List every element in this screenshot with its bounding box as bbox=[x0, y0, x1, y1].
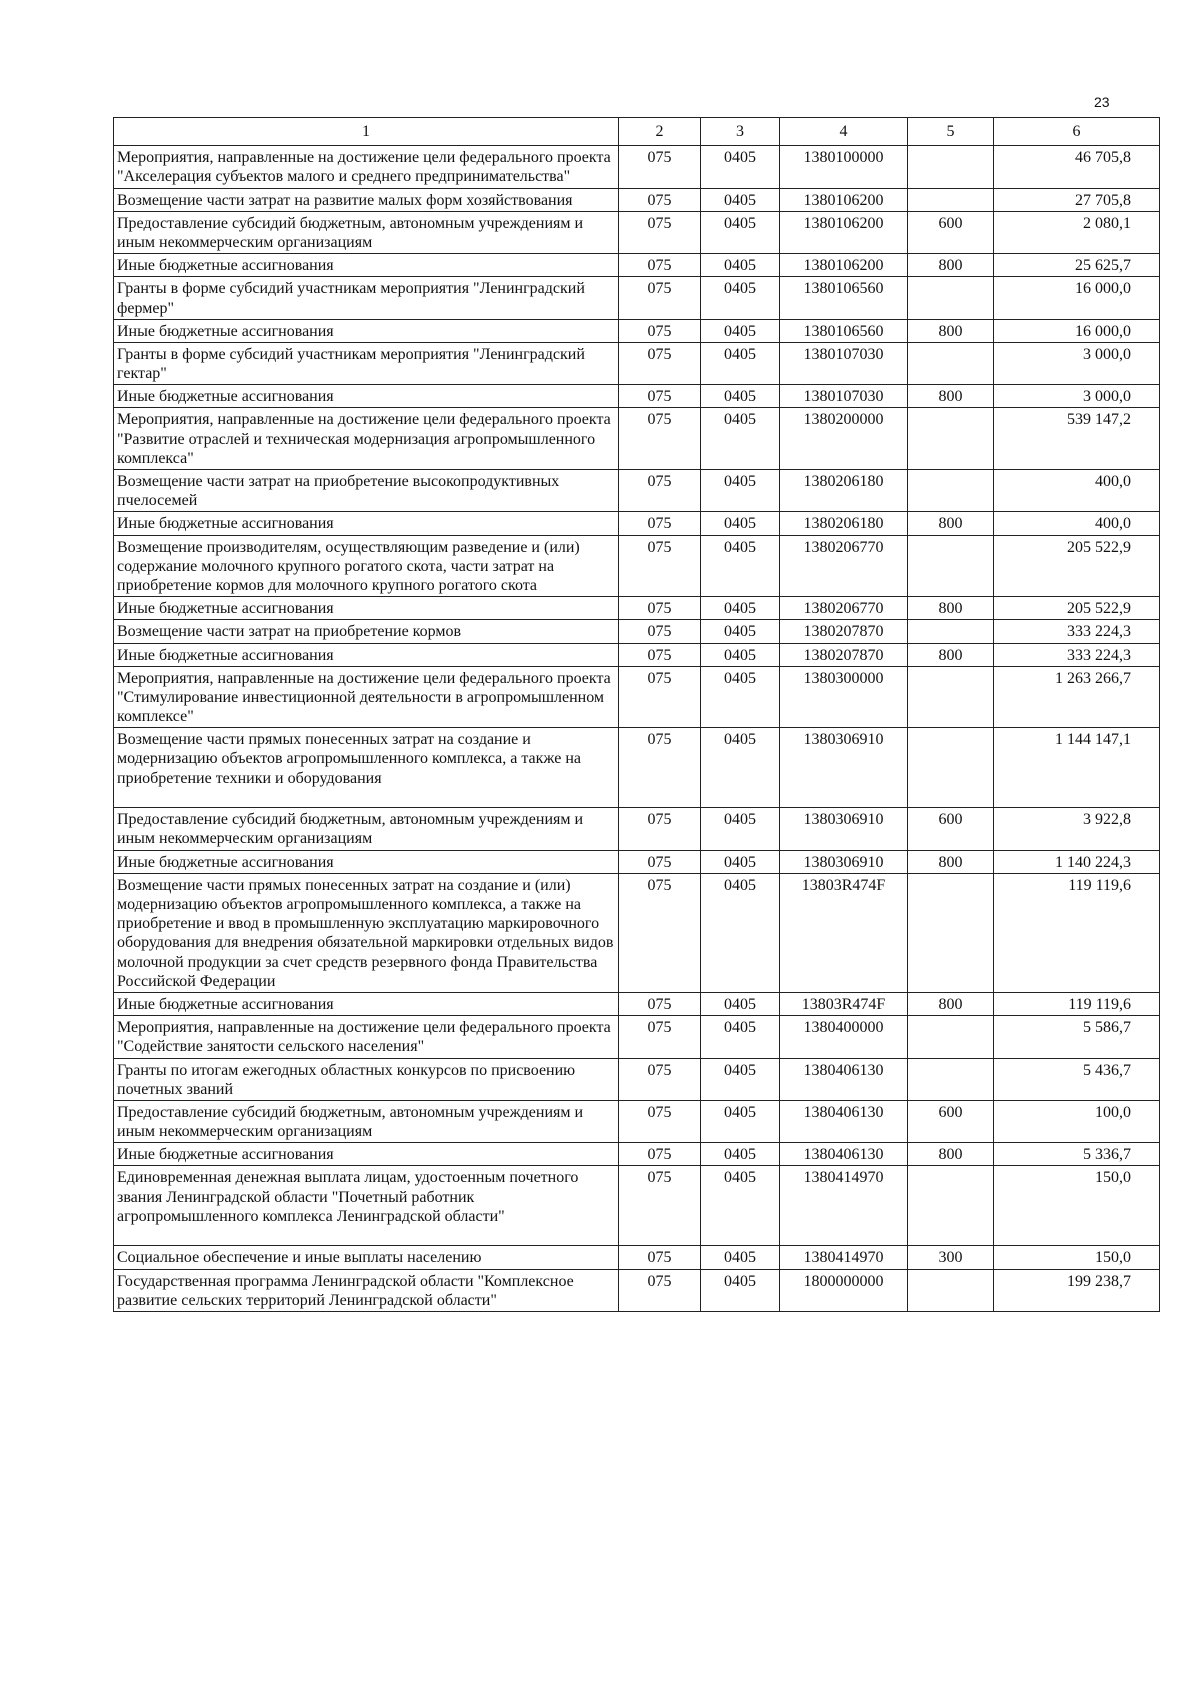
cell-expense-type bbox=[908, 1058, 994, 1100]
cell-target-code: 1380106560 bbox=[780, 277, 908, 319]
cell-expense-type bbox=[908, 408, 994, 470]
cell-section-code: 0405 bbox=[701, 992, 780, 1015]
cell-amount: 5 586,7 bbox=[994, 1016, 1160, 1058]
cell-amount: 119 119,6 bbox=[994, 992, 1160, 1015]
cell-amount: 199 238,7 bbox=[994, 1269, 1160, 1311]
cell-admin-code: 075 bbox=[619, 1246, 701, 1269]
cell-section-code: 0405 bbox=[701, 1246, 780, 1269]
cell-target-code: 1380206770 bbox=[780, 597, 908, 620]
cell-target-code: 1380406130 bbox=[780, 1143, 908, 1166]
cell-target-code: 1380106200 bbox=[780, 211, 908, 253]
page-number: 23 bbox=[1094, 94, 1110, 110]
cell-description: Иные бюджетные ассигнования bbox=[114, 643, 619, 666]
cell-target-code: 1380107030 bbox=[780, 342, 908, 384]
table-row bbox=[114, 408, 1160, 470]
cell-target-code: 1380414970 bbox=[780, 1246, 908, 1269]
cell-expense-type: 800 bbox=[908, 1143, 994, 1166]
cell-section-code: 0405 bbox=[701, 1269, 780, 1311]
table-row bbox=[114, 146, 1160, 188]
cell-section-code: 0405 bbox=[701, 211, 780, 253]
cell-target-code: 1380400000 bbox=[780, 1016, 908, 1058]
cell-amount: 333 224,3 bbox=[994, 620, 1160, 643]
cell-amount: 5 436,7 bbox=[994, 1058, 1160, 1100]
cell-description: Возмещение части затрат на приобретение кормов bbox=[114, 620, 619, 643]
table-row bbox=[114, 535, 1160, 597]
cell-expense-type: 600 bbox=[908, 808, 994, 850]
cell-expense-type bbox=[908, 728, 994, 808]
cell-description: Государственная программа Ленинградской области "Комплексное развитие сельских территорий Ленинградской области" bbox=[114, 1269, 619, 1311]
cell-amount: 1 144 147,1 bbox=[994, 728, 1160, 808]
cell-section-code: 0405 bbox=[701, 535, 780, 597]
cell-expense-type bbox=[908, 535, 994, 597]
cell-admin-code: 075 bbox=[619, 728, 701, 808]
header-col-1: 1 bbox=[114, 118, 619, 146]
table-header-row bbox=[114, 118, 1160, 146]
cell-amount: 539 147,2 bbox=[994, 408, 1160, 470]
cell-section-code: 0405 bbox=[701, 808, 780, 850]
cell-expense-type: 800 bbox=[908, 597, 994, 620]
cell-target-code: 1380306910 bbox=[780, 728, 908, 808]
table-row bbox=[114, 643, 1160, 666]
cell-amount: 25 625,7 bbox=[994, 254, 1160, 277]
cell-section-code: 0405 bbox=[701, 342, 780, 384]
cell-admin-code: 075 bbox=[619, 873, 701, 992]
cell-expense-type bbox=[908, 1166, 994, 1246]
cell-amount: 400,0 bbox=[994, 512, 1160, 535]
cell-admin-code: 075 bbox=[619, 597, 701, 620]
cell-description: Возмещение части затрат на развитие малых форм хозяйствования bbox=[114, 188, 619, 211]
header-col-4: 4 bbox=[780, 118, 908, 146]
cell-target-code: 1380200000 bbox=[780, 408, 908, 470]
cell-admin-code: 075 bbox=[619, 188, 701, 211]
cell-expense-type bbox=[908, 277, 994, 319]
cell-section-code: 0405 bbox=[701, 512, 780, 535]
cell-target-code: 1380406130 bbox=[780, 1100, 908, 1142]
cell-admin-code: 075 bbox=[619, 512, 701, 535]
cell-amount: 333 224,3 bbox=[994, 643, 1160, 666]
cell-target-code: 1380206180 bbox=[780, 512, 908, 535]
cell-admin-code: 075 bbox=[619, 470, 701, 512]
cell-description: Иные бюджетные ассигнования bbox=[114, 512, 619, 535]
cell-section-code: 0405 bbox=[701, 319, 780, 342]
cell-section-code: 0405 bbox=[701, 1166, 780, 1246]
cell-expense-type: 800 bbox=[908, 992, 994, 1015]
cell-amount: 1 140 224,3 bbox=[994, 850, 1160, 873]
cell-section-code: 0405 bbox=[701, 146, 780, 188]
cell-expense-type: 800 bbox=[908, 850, 994, 873]
cell-description: Гранты по итогам ежегодных областных конкурсов по присвоению почетных званий bbox=[114, 1058, 619, 1100]
cell-admin-code: 075 bbox=[619, 385, 701, 408]
cell-section-code: 0405 bbox=[701, 1100, 780, 1142]
cell-admin-code: 075 bbox=[619, 1166, 701, 1246]
cell-description: Мероприятия, направленные на достижение цели федерального проекта "Содействие занятости сельского населения" bbox=[114, 1016, 619, 1058]
cell-admin-code: 075 bbox=[619, 211, 701, 253]
cell-amount: 16 000,0 bbox=[994, 277, 1160, 319]
table-row bbox=[114, 254, 1160, 277]
cell-target-code: 1380306910 bbox=[780, 850, 908, 873]
cell-expense-type bbox=[908, 188, 994, 211]
cell-admin-code: 075 bbox=[619, 1100, 701, 1142]
cell-description: Иные бюджетные ассигнования bbox=[114, 992, 619, 1015]
cell-amount: 1 263 266,7 bbox=[994, 666, 1160, 728]
cell-description: Гранты в форме субсидий участникам мероприятия "Ленинградский фермер" bbox=[114, 277, 619, 319]
cell-description: Возмещение части прямых понесенных затрат на создание и (или) модернизацию объектов агропромышленного комплекса, а также на приобретение и ввод в промышленную эксплуатацию маркировочного оборудования для внедрения обязательной маркировки отдельных видов молочной продукции за счет средств резервного фонда Правительства Российской Федерации bbox=[114, 873, 619, 992]
cell-admin-code: 075 bbox=[619, 1143, 701, 1166]
cell-amount: 3 922,8 bbox=[994, 808, 1160, 850]
cell-expense-type bbox=[908, 666, 994, 728]
cell-section-code: 0405 bbox=[701, 1058, 780, 1100]
cell-description: Иные бюджетные ассигнования bbox=[114, 597, 619, 620]
table-row bbox=[114, 342, 1160, 384]
cell-admin-code: 075 bbox=[619, 620, 701, 643]
table-row bbox=[114, 808, 1160, 850]
cell-expense-type bbox=[908, 1016, 994, 1058]
header-col-5: 5 bbox=[908, 118, 994, 146]
cell-description: Предоставление субсидий бюджетным, автономным учреждениям и иным некоммерческим организациям bbox=[114, 211, 619, 253]
cell-expense-type: 800 bbox=[908, 254, 994, 277]
table-row bbox=[114, 992, 1160, 1015]
cell-description: Возмещение производителям, осуществляющим разведение и (или) содержание молочного крупного рогатого скота, части затрат на приобретение кормов для молочного крупного рогатого скота bbox=[114, 535, 619, 597]
cell-admin-code: 075 bbox=[619, 319, 701, 342]
cell-description: Предоставление субсидий бюджетным, автономным учреждениям и иным некоммерческим организациям bbox=[114, 1100, 619, 1142]
cell-amount: 3 000,0 bbox=[994, 385, 1160, 408]
cell-target-code: 1380100000 bbox=[780, 146, 908, 188]
cell-expense-type: 600 bbox=[908, 1100, 994, 1142]
cell-amount: 16 000,0 bbox=[994, 319, 1160, 342]
cell-admin-code: 075 bbox=[619, 408, 701, 470]
cell-section-code: 0405 bbox=[701, 850, 780, 873]
cell-admin-code: 075 bbox=[619, 1016, 701, 1058]
table-row bbox=[114, 1100, 1160, 1142]
cell-target-code: 1380300000 bbox=[780, 666, 908, 728]
cell-expense-type: 800 bbox=[908, 643, 994, 666]
cell-description: Гранты в форме субсидий участникам мероприятия "Ленинградский гектар" bbox=[114, 342, 619, 384]
cell-amount: 46 705,8 bbox=[994, 146, 1160, 188]
cell-description: Мероприятия, направленные на достижение цели федерального проекта "Стимулирование инвестиционной деятельности в агропромышленном комплексе" bbox=[114, 666, 619, 728]
cell-description: Социальное обеспечение и иные выплаты населению bbox=[114, 1246, 619, 1269]
cell-section-code: 0405 bbox=[701, 188, 780, 211]
cell-description: Мероприятия, направленные на достижение цели федерального проекта "Развитие отраслей и техническая модернизация агропромышленного комплекса" bbox=[114, 408, 619, 470]
header-col-6: 6 bbox=[994, 118, 1160, 146]
cell-target-code: 1380107030 bbox=[780, 385, 908, 408]
cell-description: Иные бюджетные ассигнования bbox=[114, 850, 619, 873]
cell-amount: 3 000,0 bbox=[994, 342, 1160, 384]
cell-expense-type bbox=[908, 470, 994, 512]
table-row bbox=[114, 319, 1160, 342]
cell-amount: 150,0 bbox=[994, 1166, 1160, 1246]
table-row bbox=[114, 1246, 1160, 1269]
table-row bbox=[114, 620, 1160, 643]
cell-admin-code: 075 bbox=[619, 643, 701, 666]
cell-admin-code: 075 bbox=[619, 808, 701, 850]
cell-admin-code: 075 bbox=[619, 146, 701, 188]
cell-description: Предоставление субсидий бюджетным, автономным учреждениям и иным некоммерческим организациям bbox=[114, 808, 619, 850]
cell-expense-type: 600 bbox=[908, 211, 994, 253]
cell-admin-code: 075 bbox=[619, 666, 701, 728]
cell-target-code: 1380306910 bbox=[780, 808, 908, 850]
cell-target-code: 1380206770 bbox=[780, 535, 908, 597]
cell-section-code: 0405 bbox=[701, 620, 780, 643]
cell-admin-code: 075 bbox=[619, 254, 701, 277]
cell-admin-code: 075 bbox=[619, 1269, 701, 1311]
cell-description: Иные бюджетные ассигнования bbox=[114, 385, 619, 408]
cell-expense-type bbox=[908, 146, 994, 188]
cell-section-code: 0405 bbox=[701, 254, 780, 277]
cell-expense-type: 800 bbox=[908, 319, 994, 342]
table-row bbox=[114, 1269, 1160, 1311]
cell-target-code: 1380406130 bbox=[780, 1058, 908, 1100]
cell-section-code: 0405 bbox=[701, 597, 780, 620]
table-row bbox=[114, 512, 1160, 535]
table-row bbox=[114, 470, 1160, 512]
cell-target-code: 13803R474F bbox=[780, 992, 908, 1015]
table-row bbox=[114, 277, 1160, 319]
table-row bbox=[114, 1058, 1160, 1100]
cell-target-code: 1380207870 bbox=[780, 643, 908, 666]
cell-target-code: 1380207870 bbox=[780, 620, 908, 643]
cell-amount: 205 522,9 bbox=[994, 597, 1160, 620]
cell-section-code: 0405 bbox=[701, 470, 780, 512]
cell-admin-code: 075 bbox=[619, 342, 701, 384]
cell-amount: 27 705,8 bbox=[994, 188, 1160, 211]
cell-description: Возмещение части прямых понесенных затрат на создание и модернизацию объектов агропромышленного комплекса, а также на приобретение техники и оборудования bbox=[114, 728, 619, 808]
cell-admin-code: 075 bbox=[619, 1058, 701, 1100]
cell-amount: 400,0 bbox=[994, 470, 1160, 512]
cell-expense-type: 800 bbox=[908, 512, 994, 535]
table-row bbox=[114, 873, 1160, 992]
header-col-2: 2 bbox=[619, 118, 701, 146]
cell-section-code: 0405 bbox=[701, 1143, 780, 1166]
cell-section-code: 0405 bbox=[701, 1016, 780, 1058]
cell-target-code: 1380106200 bbox=[780, 188, 908, 211]
header-col-3: 3 bbox=[701, 118, 780, 146]
cell-target-code: 1380106560 bbox=[780, 319, 908, 342]
cell-expense-type: 800 bbox=[908, 385, 994, 408]
table-row bbox=[114, 728, 1160, 808]
cell-description: Мероприятия, направленные на достижение цели федерального проекта "Акселерация субъектов малого и среднего предпринимательства" bbox=[114, 146, 619, 188]
cell-amount: 100,0 bbox=[994, 1100, 1160, 1142]
cell-description: Иные бюджетные ассигнования bbox=[114, 1143, 619, 1166]
table-row bbox=[114, 385, 1160, 408]
cell-section-code: 0405 bbox=[701, 643, 780, 666]
cell-amount: 119 119,6 bbox=[994, 873, 1160, 992]
table-row bbox=[114, 1143, 1160, 1166]
table-row bbox=[114, 850, 1160, 873]
cell-amount: 205 522,9 bbox=[994, 535, 1160, 597]
table-row bbox=[114, 1166, 1160, 1246]
cell-expense-type bbox=[908, 1269, 994, 1311]
cell-section-code: 0405 bbox=[701, 385, 780, 408]
cell-expense-type bbox=[908, 342, 994, 384]
cell-target-code: 13803R474F bbox=[780, 873, 908, 992]
table-row bbox=[114, 1016, 1160, 1058]
cell-target-code: 1380106200 bbox=[780, 254, 908, 277]
cell-expense-type bbox=[908, 873, 994, 992]
cell-description: Иные бюджетные ассигнования bbox=[114, 319, 619, 342]
cell-section-code: 0405 bbox=[701, 666, 780, 728]
cell-target-code: 1380414970 bbox=[780, 1166, 908, 1246]
table-row bbox=[114, 597, 1160, 620]
cell-section-code: 0405 bbox=[701, 408, 780, 470]
cell-target-code: 1380206180 bbox=[780, 470, 908, 512]
cell-expense-type bbox=[908, 620, 994, 643]
cell-description: Возмещение части затрат на приобретение высокопродуктивных пчелосемей bbox=[114, 470, 619, 512]
cell-expense-type: 300 bbox=[908, 1246, 994, 1269]
cell-target-code: 1800000000 bbox=[780, 1269, 908, 1311]
cell-section-code: 0405 bbox=[701, 873, 780, 992]
cell-section-code: 0405 bbox=[701, 277, 780, 319]
cell-admin-code: 075 bbox=[619, 850, 701, 873]
cell-description: Иные бюджетные ассигнования bbox=[114, 254, 619, 277]
cell-admin-code: 075 bbox=[619, 992, 701, 1015]
cell-admin-code: 075 bbox=[619, 277, 701, 319]
table-row bbox=[114, 211, 1160, 253]
cell-amount: 150,0 bbox=[994, 1246, 1160, 1269]
table-row bbox=[114, 666, 1160, 728]
cell-admin-code: 075 bbox=[619, 535, 701, 597]
budget-table bbox=[113, 117, 1160, 1312]
cell-section-code: 0405 bbox=[701, 728, 780, 808]
cell-description: Единовременная денежная выплата лицам, удостоенным почетного звания Ленинградской области "Почетный работник агропромышленного комплекса Ленинградской области" bbox=[114, 1166, 619, 1246]
cell-amount: 5 336,7 bbox=[994, 1143, 1160, 1166]
table-row bbox=[114, 188, 1160, 211]
cell-amount: 2 080,1 bbox=[994, 211, 1160, 253]
